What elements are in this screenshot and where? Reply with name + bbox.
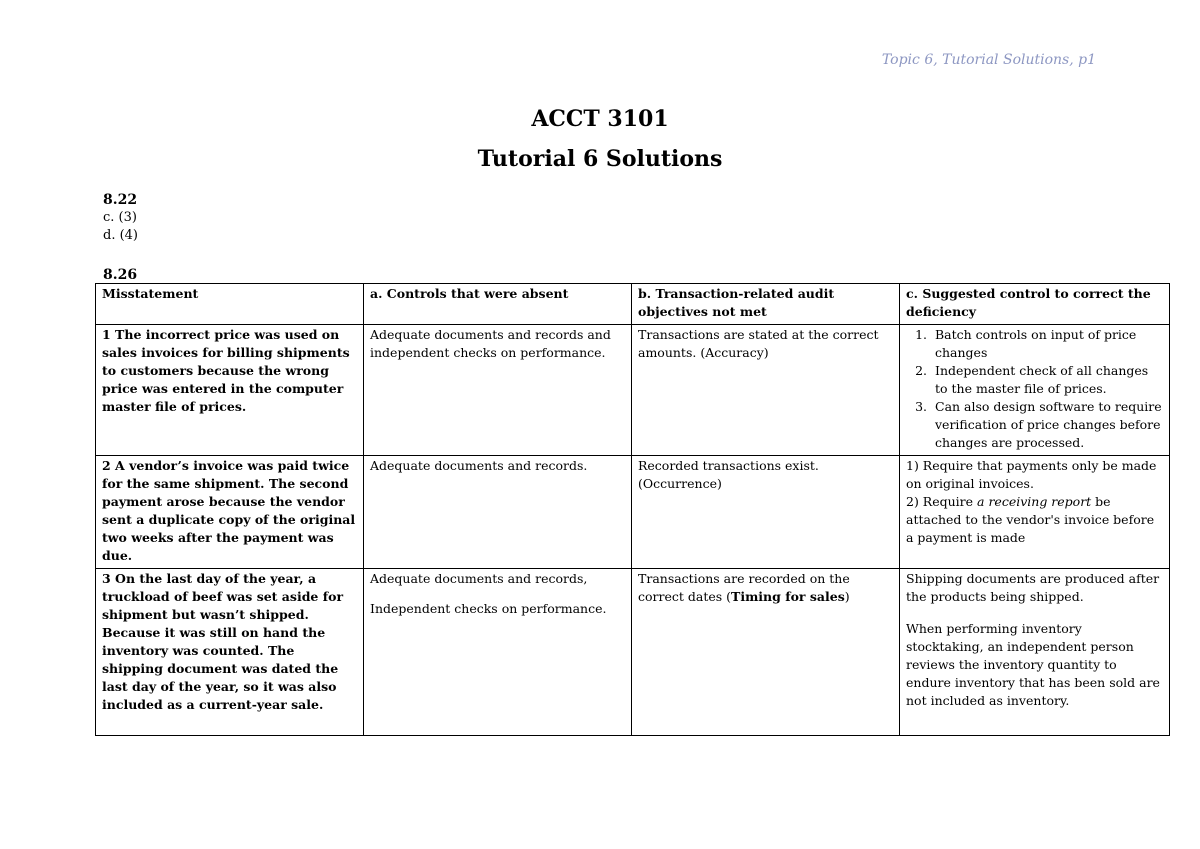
list-item: 1. Batch controls on input of price changes (931, 326, 1163, 362)
text-run: 2) Require (906, 494, 978, 509)
suggested-line (906, 493, 1163, 547)
bold-text: Timing for sales (731, 589, 845, 604)
paragraph: Shipping documents are produced after the products being shipped. (906, 571, 1160, 604)
suggested-control-cell (900, 456, 1170, 569)
controls-absent-cell: Adequate documents and records. (364, 456, 632, 569)
column-header: b. Transaction-related audit objectives not met (632, 284, 900, 325)
paragraph: Adequate documents and records, (370, 571, 588, 586)
list-item: 2. Independent check of all changes to the master file of prices. (931, 362, 1163, 398)
running-head: Topic 6, Tutorial Solutions, p1 (881, 52, 1096, 68)
controls-absent-cell (364, 569, 632, 736)
paragraph: When performing inventory stocktaking, an independent person reviews the inventory quantity to endure inventory that has been sold are not included as inventory. (906, 621, 1160, 708)
paragraph: Independent checks on performance. (370, 601, 607, 616)
column-header: a. Controls that were absent (364, 284, 632, 325)
column-header: Misstatement (96, 284, 364, 325)
objectives-cell: Transactions are stated at the correct amounts. (Accuracy) (632, 325, 900, 456)
list-item: 3. Can also design software to require verification of price changes before changes are processed. (931, 398, 1163, 452)
emphasis-text: a receiving report (977, 494, 1092, 509)
document-title: Tutorial 6 Solutions (477, 146, 723, 172)
answer-line: c. (3) (103, 210, 137, 225)
text-run: ) (844, 589, 850, 604)
controls-absent-cell: Adequate documents and records and independent checks on performance. (364, 325, 632, 456)
suggested-control-cell (900, 569, 1170, 736)
suggested-line: 1) Require that payments only be made on original invoices. (906, 458, 1157, 491)
text-run: be attached to the vendor's invoice before a payment is made (906, 494, 1155, 545)
text-run: Transactions are recorded on the correct dates ( (638, 571, 850, 604)
objectives-cell (632, 569, 900, 736)
course-title: ACCT 3101 (531, 106, 669, 132)
misstatement-cell: 1 The incorrect price was used on sales invoices for billing shipments to customers because the wrong price was entered in the computer master file of prices. (96, 325, 364, 456)
question-8-22 (103, 191, 138, 245)
column-header: c. Suggested control to correct the deficiency (900, 284, 1170, 325)
misstatement-cell: 3 On the last day of the year, a truckload of beef was set aside for shipment but wasn’t shipped. Because it was still on hand the inventory was counted. The shipping document was dated the last day of the year, so it was also included as a current-year sale. (96, 569, 364, 736)
objectives-cell: Recorded transactions exist. (Occurrence) (632, 456, 900, 569)
question-label: 8.22 (103, 192, 138, 208)
answer-line: d. (4) (103, 228, 139, 243)
table-row (96, 456, 1170, 569)
table-header-row (96, 284, 1170, 325)
question-label-8-26: 8.26 (103, 267, 138, 283)
table-row (96, 569, 1170, 736)
misstatement-cell: 2 A vendor’s invoice was paid twice for the same shipment. The second payment arose because the vendor sent a duplicate copy of the original two weeks after the payment was due. (96, 456, 364, 569)
solutions-table (95, 283, 1170, 736)
title-block (0, 105, 1200, 173)
suggested-control-list (906, 326, 1163, 452)
table-row (96, 325, 1170, 456)
suggested-control-cell (900, 325, 1170, 456)
